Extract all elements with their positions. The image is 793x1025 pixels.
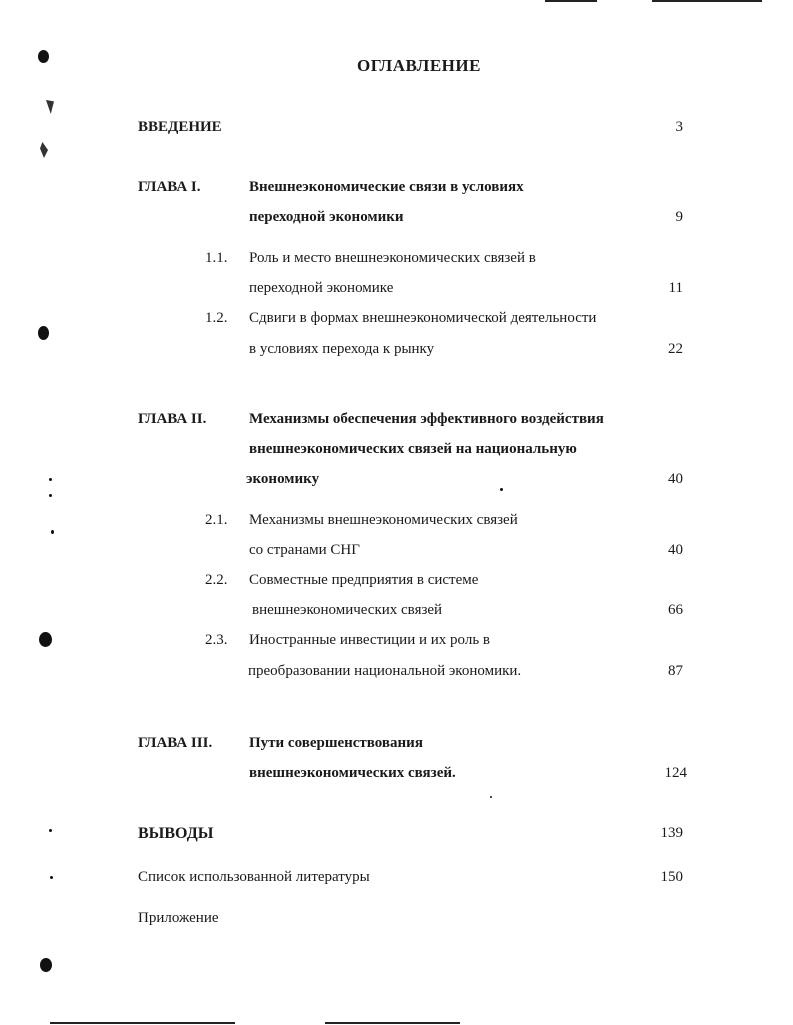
section-1-1-page: 11 — [668, 280, 683, 296]
chapter-3-title-line-2: внешнеэкономических связей. — [249, 765, 456, 781]
chapter-1-page: 9 — [675, 209, 683, 225]
section-2-3-line-1: Иностранные инвестиции и их роль в — [249, 632, 490, 648]
scan-speck — [500, 488, 503, 491]
scan-speck — [51, 530, 54, 534]
scan-speck — [49, 494, 52, 497]
scan-speck — [50, 876, 53, 879]
toc-conclusions-label: ВЫВОДЫ — [138, 825, 214, 842]
toc-intro-page: 3 — [675, 119, 683, 135]
scan-edge-line — [325, 1022, 460, 1024]
scan-speck — [49, 829, 52, 832]
section-1-2-number: 1.2. — [205, 310, 228, 326]
section-2-1-line-1: Механизмы внешнеэкономических связей — [249, 512, 518, 528]
chapter-3-title-line-1: Пути совершенствования — [249, 735, 423, 751]
section-1-1-line-1: Роль и место внешнеэкономических связей в — [249, 250, 536, 266]
scan-speck — [490, 796, 492, 798]
section-1-2-line-1: Сдвиги в формах внешнеэкономической деятельности — [249, 310, 597, 326]
toc-bibliography-page: 150 — [660, 869, 683, 885]
chapter-2-title-line-3: экономику — [246, 471, 320, 487]
toc-bibliography-label: Список использованной литературы — [138, 869, 370, 885]
section-2-2-line-2: внешнеэкономических связей — [252, 602, 443, 618]
section-1-1-number: 1.1. — [205, 250, 228, 266]
chapter-2-title-line-2: внешнеэкономических связей на национальную — [249, 441, 577, 457]
scan-hole-mark — [39, 632, 52, 647]
section-2-1-page: 40 — [668, 542, 683, 558]
chapter-1-title-line-2: переходной экономики — [249, 209, 404, 225]
scan-hole-mark — [40, 958, 52, 972]
scan-speck — [49, 478, 52, 481]
section-2-3-line-2: преобразовании национальной экономики. — [248, 663, 522, 679]
section-2-2-page: 66 — [668, 602, 683, 618]
chapter-2-title-line-1: Механизмы обеспечения эффективного воздействия — [249, 411, 604, 427]
toc-intro-label: ВВЕДЕНИЕ — [138, 119, 222, 135]
scan-speck — [40, 142, 48, 158]
scan-edge-line — [545, 0, 597, 2]
section-2-1-number: 2.1. — [205, 512, 228, 528]
chapter-3-number: ГЛАВА III. — [138, 735, 213, 751]
chapter-1-title-line-1: Внешнеэкономические связи в условиях — [249, 179, 524, 195]
section-2-3-page: 87 — [668, 663, 683, 679]
section-2-2-line-1: Совместные предприятия в системе — [249, 572, 479, 588]
section-2-3-number: 2.3. — [205, 632, 228, 648]
chapter-2-number: ГЛАВА II. — [138, 411, 207, 427]
toc-conclusions-page: 139 — [660, 825, 683, 841]
section-2-1-line-2: со странами СНГ — [249, 542, 360, 558]
scan-hole-mark — [38, 326, 49, 340]
chapter-2-page: 40 — [668, 471, 683, 487]
scan-edge-line — [652, 0, 762, 2]
section-1-2-page: 22 — [668, 341, 683, 357]
chapter-1-number: ГЛАВА I. — [138, 179, 201, 195]
scan-speck — [46, 100, 54, 114]
chapter-3-page: 124 — [664, 765, 687, 781]
toc-appendix-label: Приложение — [138, 910, 219, 926]
scan-edge-line — [50, 1022, 235, 1024]
section-1-2-line-2: в условиях перехода к рынку — [249, 341, 435, 357]
section-2-2-number: 2.2. — [205, 572, 228, 588]
page-title: ОГЛАВЛЕНИЕ — [357, 56, 481, 75]
section-1-1-line-2: переходной экономике — [249, 280, 394, 296]
